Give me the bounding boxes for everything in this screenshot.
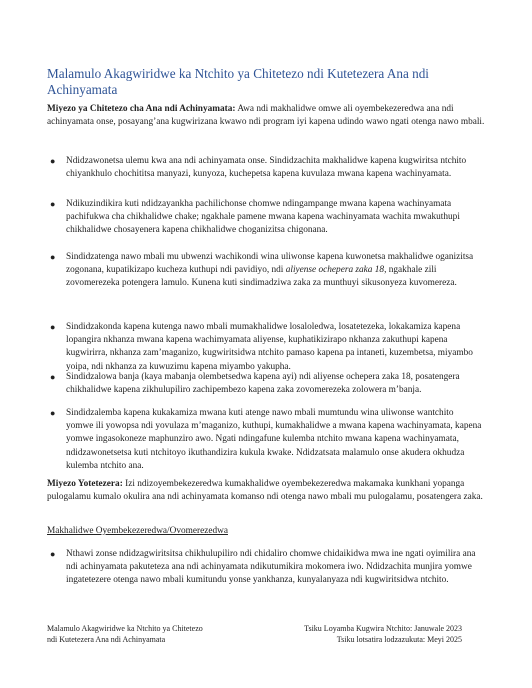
list-item: [66, 251, 482, 291]
list-item-text-tail: , ngakhale zili zovomerezeka potengera lamulo. Kunena kuti sindimadziwa zaka za munthuyi sikusonyeza kuvomereza.: [66, 265, 457, 289]
list-item: Ndikuzindikira kuti ndidzayankha pachilichonse chomwe ndingampange mwana kapena wachinyamata pachifukwa cha chikhalidwe chake; ngakhale pamene mwana kapena wachinyamata wachita mwakuthupi chikhalidwe chosayenera kapena chikhalidwe choganizitsa chigonana.: [66, 199, 460, 236]
bullet-icon: ●: [50, 322, 56, 332]
footer-left-line2: ndi Kutetezera Ana ndi Achinyamata: [47, 634, 166, 644]
footer-left: [47, 624, 267, 645]
intro-paragraph: [47, 103, 485, 129]
list-item-emphasis: aliyense ochepera zaka 18: [285, 265, 385, 276]
intro-text: Awa ndi makhalidwe omwe ali oyembekezeredwa ana ndi achinyamata onse, posayang’ana kugwirizana kwawo ndi program iyi kapena udindo wawo ngati otenga nawo mbali.: [47, 104, 485, 128]
bullet-icon: ●: [50, 549, 56, 559]
bullet-icon: ●: [50, 156, 56, 166]
bullet-icon: ●: [50, 372, 56, 382]
bullet-icon: ●: [50, 199, 56, 209]
section-subheading: Makhalidwe Oyembekezeredwa/Ovomerezedwa: [47, 526, 228, 536]
bullet-icon: ●: [50, 408, 56, 418]
footer-left-line1: Malamulo Akagwiridwe ka Ntchito ya Chitetezo: [47, 624, 203, 633]
expectations-text: Izi ndizoyembekezeredwa kumakhalidwe oyembekezeredwa makamaka kunkhani yopanga pulogalamu kumalo okulira ana ndi achinyamata komanso ndi otenga nawo mbali mu pulogalamu, posatengera zaka.: [47, 479, 483, 503]
document-title: Malamulo Akagwiridwe ka Ntchito ya Chitetezo ndi Kutetezera Ana ndi Achinyamata: [47, 66, 429, 97]
list-item-text: Sindidzatenga nawo mbali mu ubwenzi wachikondi wina uliwonse kapena kuwonetsa makhalidwe oganizitsa zogonana, kupatikizapo kucheza kuthupi ndi pavidiyo, ndi: [66, 252, 474, 276]
list-item: Sindidzakonda kapena kutenga nawo mbali mumakhalidwe losaloledwa, losatetezeka, lokakamiza kapena lopangira nkhanza mwana kapena wachimyamata aliyense, kuphatikizirapo nkhanza zakuthupi kapena kugwirirra, nkhanza zam’maganizo, kugwiritsidwa ntchito pamaso kapena pa intaneti, kuzembetsa, miyambo yoipa, ndi nkhanza za kuwuzimu kapena miyambo yakupha.: [66, 322, 473, 372]
list-item: Ndidzawonetsa ulemu kwa ana ndi achinyamata onse. Sindidzachita makhalidwe kapena kugwiritsa ntchito chiyankhulo chochititsa manyazi, kunyoza, kuchepetsa kapena kuvulaza mwana kapena wachinyamata.: [66, 156, 467, 180]
list-item: Sindidzalowa banja (kaya mabanja olembetsedwa kapena ayi) ndi aliyense ochepera zaka 18, posatengera chikhalidwe kapena zikhulupiliro zachipembezo kapena zaka zovomerezeka zolowera m’banja.: [66, 372, 460, 396]
intro-heading: Miyezo ya Chitetezo cha Ana ndi Achinyamata:: [47, 104, 236, 114]
list-item: Nthawi zonse ndidzagwiritsitsa chikhulupiliro ndi chidaliro chomwe chidaikidwa mwa ine ngati oyimilira ana ndi achinyamata pakuteteza ana ndi achinyamata ndikutumikira mokomera iwo. Ndidzachita munjira yomwe ingatetezere otenga nawo mbali kumitundu yonse yankhanza, kunyalanyaza ndi kugwiritsidwa ntchito.: [66, 549, 476, 586]
footer-right-line2: Tsiku lotsatira lodzazukuta: Meyi 2025: [336, 634, 462, 644]
expectations-heading: Miyezo Yotetezera:: [47, 479, 123, 489]
footer-right: [262, 624, 462, 645]
bullet-icon: ●: [50, 252, 56, 262]
list-item: Sindidzalemba kapena kukakamiza mwana kuti atenge nawo mbali mumtundu wina uliwonse wantchito yomwe ili yowopsa ndi yovulaza m’maganizo, kuthupi, kumakhalidwe a mwana kapena wachinyamata, kapena yomwe ingasokoneze maphunziro awo. Ngati ndingafune kulemba ntchito mwana kapena wachinyamata, ndidzawonetsetsa kuti ntchitoyo ikuthandizira kukula kwake. Ndidzatsata malamulo onse akudera okhudza kulemba ntchito ana.: [66, 408, 482, 471]
expectations-paragraph: [47, 478, 485, 504]
footer-right-line1: Tsiku Loyamba Kugwira Ntchito: Januwale 2023: [304, 624, 462, 633]
